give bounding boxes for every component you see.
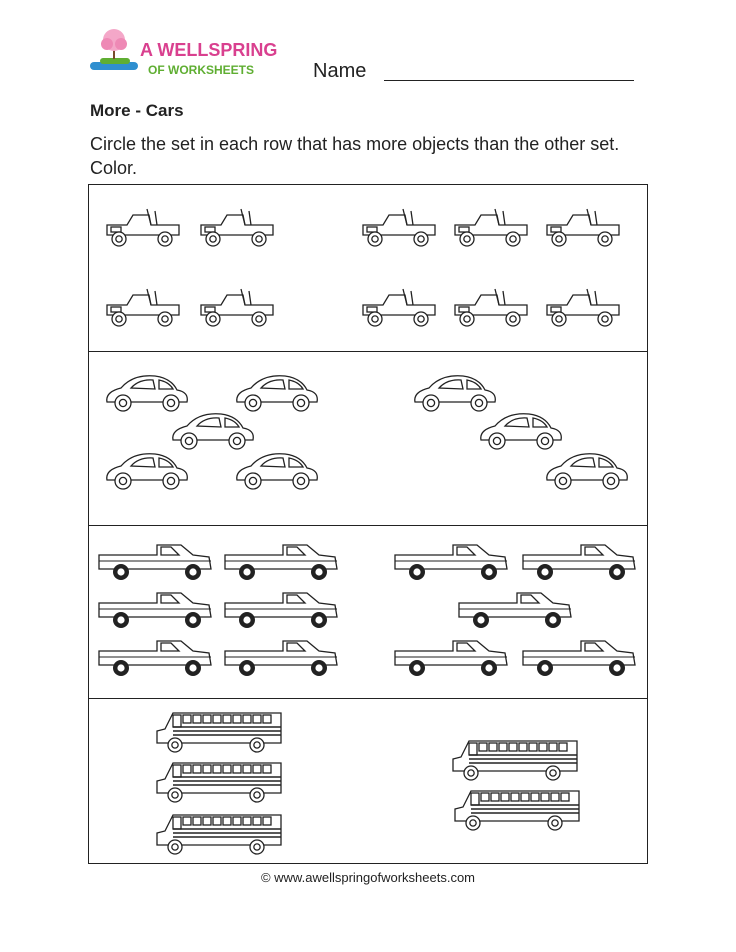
jeep-icon bbox=[197, 205, 277, 254]
pickup-truck-icon bbox=[97, 589, 213, 634]
jeep-icon bbox=[359, 285, 439, 334]
jeep-icon bbox=[543, 205, 623, 254]
school-bus-icon bbox=[153, 759, 285, 808]
pickup-truck-icon bbox=[393, 541, 509, 586]
pickup-truck-icon bbox=[521, 637, 637, 682]
school-bus-icon bbox=[449, 737, 581, 786]
pickup-truck-icon bbox=[223, 589, 339, 634]
pickup-truck-icon bbox=[223, 637, 339, 682]
school-bus-icon bbox=[451, 787, 583, 836]
svg-text:A WELLSPRING: A WELLSPRING bbox=[140, 40, 278, 60]
logo bbox=[88, 26, 288, 86]
pickup-truck-icon bbox=[97, 541, 213, 586]
instructions: Circle the set in each row that has more objects than the other set. Color. bbox=[90, 134, 620, 178]
name-label: Name bbox=[313, 60, 367, 82]
beetle-icon bbox=[233, 448, 319, 497]
jeep-icon bbox=[359, 205, 439, 254]
pickup-truck-icon bbox=[393, 637, 509, 682]
svg-text:OF WORKSHEETS: OF WORKSHEETS bbox=[148, 63, 255, 77]
jeep-icon bbox=[103, 205, 183, 254]
jeep-icon bbox=[543, 285, 623, 334]
row-jeeps bbox=[89, 185, 647, 352]
pickup-truck-icon bbox=[97, 637, 213, 682]
jeep-icon bbox=[451, 285, 531, 334]
worksheet-frame bbox=[88, 184, 648, 864]
jeep-icon bbox=[103, 285, 183, 334]
school-bus-icon bbox=[153, 709, 285, 758]
pickup-truck-icon bbox=[223, 541, 339, 586]
pickup-truck-icon bbox=[521, 541, 637, 586]
row-school-buses bbox=[89, 699, 647, 865]
row-beetles bbox=[89, 352, 647, 526]
pickup-truck-icon bbox=[457, 589, 573, 634]
beetle-icon bbox=[543, 448, 629, 497]
row-pickup-trucks bbox=[89, 526, 647, 699]
worksheet-title: More - Cars bbox=[90, 101, 184, 120]
school-bus-icon bbox=[153, 811, 285, 860]
jeep-icon bbox=[451, 205, 531, 254]
beetle-icon bbox=[103, 448, 189, 497]
copyright-footer: © www.awellspringofworksheets.com bbox=[260, 870, 476, 885]
jeep-icon bbox=[197, 285, 277, 334]
name-field[interactable] bbox=[384, 80, 634, 81]
